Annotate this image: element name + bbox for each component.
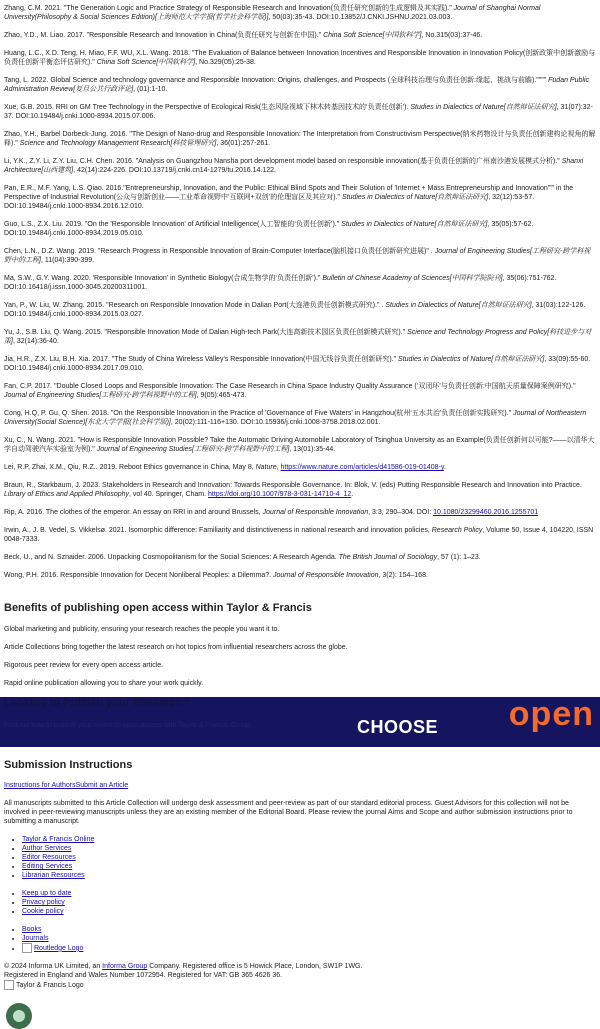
- reference-details: , Volume 50, Issue 4, 104220, ISSN 0048-7333.: [4, 527, 594, 543]
- reference-source: Journal of Shanghai Normal University(Philosophy & Social Sciences Edition)[上海师范大学学报(哲学社会科学版)]: [4, 5, 541, 21]
- footer-item: [22, 898, 596, 907]
- reference-details: , 9(05):465-473.: [196, 392, 247, 399]
- reference-link[interactable]: https://www.nature.com/articles/d41586-019-01408-y: [280, 464, 444, 471]
- reference-details: , vol 40. Springer, Cham.: [129, 491, 209, 498]
- reference-source: Nature: [255, 464, 277, 471]
- reference-text: Fan, C.P. 2017. "Double Closed Loops and Responsible Innovation: The Case Research in China Space Industry Quality Assurance (‘双闭环’与负责任创新:中国航天质量保障案例研究).": [4, 383, 576, 390]
- reference-details: , 31(07):32-37. DOI:10.19484/j.cnki.1000-8934.2015.07.006.: [4, 104, 593, 120]
- footer-item: [22, 871, 596, 880]
- reference-details: , 20(02):111-116+130. DOI:10.15936/j.cnki.1008-3758.2018.02.001.: [170, 419, 381, 426]
- reference-source: Shanxi Architecture[山西建筑]: [4, 158, 584, 174]
- reference-source: The British Journal of Sociology: [338, 554, 438, 561]
- benefit-item: Article Collections bring together the latest research on hot topics from influential researchers across the globe.: [4, 644, 348, 651]
- submission-heading: Submission Instructions: [4, 759, 133, 771]
- reference-item: [4, 4, 596, 22]
- reference-source: Journal of Northeastern University(Social Science)[东北大学学报(社会科学版)]: [4, 410, 587, 426]
- reference-item: [4, 553, 596, 562]
- cookie-icon: [13, 1010, 25, 1022]
- reference-text: Chen, L.N., D.Z. Wang. 2019. "Research Progress in Responsible Innovation of Brain-Computer Interface(脑机接口负责任创新研究进展)" .: [4, 248, 435, 255]
- copyright-text: [4, 962, 596, 971]
- reference-text: Zhao, Y.D., M. Liao. 2017. "Responsible Research and Innovation in China(负责任研究与创新在中国).": [4, 32, 324, 39]
- reference-source: Bulletin of Chinese Academy of Sciences[中国科学院院刊]: [322, 275, 503, 282]
- benefit-item: Rigorous peer review for every open access article.: [4, 662, 164, 669]
- reference-text: Wong, P.H. 2016. Responsible Innovation for Decent Nonliberal Peoples: a Dilemma?.: [4, 572, 274, 579]
- reference-details: , No.329(05):25-38.: [195, 59, 256, 66]
- footer-link-privacy-policy[interactable]: Privacy policy: [22, 899, 65, 906]
- submit-article-link[interactable]: Submit an Article: [75, 782, 129, 789]
- reference-item: [4, 130, 596, 148]
- reference-text: Guo, L.S., Z.X. Liu. 2019. "On the 'Responsible Innovation' of Artificial Intelligence(人工智能的‘负责任创新’).": [4, 221, 342, 228]
- reference-text: Xue, G.B. 2015. RRI on GM Tree Technology in the Perspective of Ecological Risk(生态风险视域下林木转基因技术的‘负责任创新’).: [4, 104, 411, 111]
- footer-links-tertiary: [4, 925, 596, 953]
- reference-text: Huang, L.C., X.D. Teng, H. Miao, F.F. WU, X.L. Wang. 2018. "The Evaluation of Balance between Innovation Incentives and Responsible Innovation in Innovation Policy(创新政策中创新激励与负责任创新平衡态评估研究).": [4, 50, 596, 66]
- routledge-logo-alt: Routledge Logo: [34, 944, 84, 952]
- footer-item: [22, 853, 596, 862]
- reference-text: Irwin, A., J. B. Vedel, S. Vikkelsø. 2021. Isomorphic difference: Familiarity and distinctiveness in national research and innovation policies,: [4, 527, 432, 534]
- instructions-for-authors-link[interactable]: Instructions for Authors: [4, 782, 76, 789]
- reference-details: , 32(14):36-40.: [12, 338, 59, 345]
- reference-text: Jia, H.R., Z.X. Liu, B.H. Xia. 2017. "The Study of China Wireless Valley's Responsible Innovation(中国无线谷负责任创新研究).": [4, 356, 399, 363]
- copyright-post: Company. Registered office is 5 Howick Place, London, SW1P 1WG.: [147, 963, 363, 970]
- footer-link-editor-resources[interactable]: Editor Resources: [22, 854, 76, 861]
- reference-details: , 36(01):257-261.: [216, 140, 271, 147]
- footer-link-keep-up-to-date[interactable]: Keep up to date: [22, 890, 72, 897]
- reference-text: Yan, P., W. Liu, W. Zhang. 2015. "Research on Responsible Innovation Mode in Dalian Port(大连港负责任创新模式研究)." .: [4, 302, 386, 309]
- reference-details: , (01):1-10.: [133, 86, 168, 93]
- reference-source: Science and Technology Management Research[科技管理研究]: [19, 140, 217, 147]
- footer-item: [22, 835, 596, 844]
- reference-source: Studies in Dialectics of Nature[自然辩证法研究]: [398, 356, 545, 363]
- publish-banner[interactable]: [0, 697, 600, 747]
- cookie-settings-button[interactable]: [6, 1003, 32, 1029]
- informa-group-link[interactable]: Informa Group: [102, 963, 148, 970]
- benefits-heading: Benefits of publishing open access within Taylor & Francis: [4, 602, 312, 614]
- reference-details: , 11(04):390-399.: [40, 257, 95, 264]
- benefit-item: Global marketing and publicity, ensuring your research reaches the people you want it to.: [4, 626, 280, 633]
- reference-source: Studies in Dialectics of Nature[自然辩证法研究]: [341, 194, 489, 201]
- reference-text: Rip, A. 2016. The clothes of the emperor. An essay on RRI in and around Brussels,: [4, 509, 263, 516]
- tandf-logo: [4, 980, 596, 990]
- footer-link-cookie-policy[interactable]: Cookie policy: [22, 908, 64, 915]
- reference-item: [4, 382, 596, 400]
- reference-text: Zhang, C.M. 2021. "The Generation Logic and Practice Strategy of Responsible Research and Innovation(负责任研究创新的生成逻辑及其实践).": [4, 5, 454, 12]
- reference-source: Studies in Dialectics of Nature[自然辩证法研究]: [341, 221, 488, 228]
- reference-source: Library of Ethics and Applied Philosophy: [4, 491, 130, 498]
- reference-text: Beck, U., and N. Sznaider. 2006. Unpacking Cosmopolitanism for the Social Sciences: A Research Agenda.: [4, 554, 339, 561]
- reference-text: Braun, R., Starkbaum, J. 2023. Stakeholders in Research and Innovation: Towards Responsible Governance. In: Blok, V. (eds) Putting Responsible Research and Innovation into Practice.: [4, 482, 582, 489]
- reference-item: [4, 355, 596, 373]
- reference-text: Pan, E.R., M.F. Yang, L.S. Qiao. 2016."Entrepreneurship, Innovation, and the Public: Ethical Blind Spots and Their Solution of 'Internet + Mass Entrepreneurship and Innovation'"" in the Perspective of Industrial Revolution(公众与创新创业——工业革命视野中‘互联网+双创’的伦理盲区及其应对).": [4, 185, 574, 201]
- footer-links-primary: [4, 835, 596, 880]
- reference-source: Journal of Responsible Innovation: [273, 572, 379, 579]
- submission-links: [4, 781, 596, 790]
- reference-details: , 3(2): 154–168.: [378, 572, 428, 579]
- reference-details: , 42(14):224-226. DOI:10.13719/j.cnki.cn14-1279/tu.2016.14.122.: [73, 167, 277, 174]
- reference-item: [4, 157, 596, 175]
- banner-subtitle: Find out how to publish your research open access with Taylor & Francis Group.: [4, 722, 252, 729]
- routledge-logo-link[interactable]: [22, 945, 83, 952]
- benefit-item: Rapid online publication allowing you to share your work quickly.: [4, 680, 204, 687]
- reference-item: [4, 301, 596, 319]
- reference-item: [4, 409, 596, 427]
- reference-source: Research Policy: [431, 527, 483, 534]
- reference-item: [4, 247, 596, 265]
- reference-punct: .: [351, 491, 354, 498]
- reference-text: Zhao, Y.H., Barbel Dorbeck-Jung. 2016. "The Design of Nano-drug and Responsible Innovation: The Interpretation from Constructivism Perspective(纳米药物设计与负责任创新建构论视角的解释).": [4, 131, 596, 147]
- reference-item: [4, 49, 596, 67]
- reference-source: Journal of Engineering Studies[工程研究-跨学科视野中的工程]: [96, 446, 290, 453]
- reference-item: [4, 481, 596, 499]
- reference-details: , 57 (1): 1–23.: [437, 554, 481, 561]
- footer-item: [22, 844, 596, 853]
- reference-details: , 50(03):35-43. DOI:10.13852/J.CNKI.JSHNU.2021.03.003.: [268, 14, 453, 21]
- reference-item: [4, 463, 596, 472]
- reference-source: China Soft Science[中国软科学]: [96, 59, 196, 66]
- reference-source: Studies in Dialectics of Nature[自然辩证法研究]: [410, 104, 557, 111]
- reference-item: [4, 76, 596, 94]
- reference-text: Yu, J., S.B. Liu, Q. Wang. 2015. "Responsible Innovation Mode of Dalian High-tech Park(大连高新技术园区负责任创新模式研究).": [4, 329, 408, 336]
- reference-link[interactable]: 10.1080/23299460.2016.1255701: [433, 509, 539, 516]
- footer-item: [22, 925, 596, 934]
- reference-text: Lei, R.P, Zhai, X.M., Qiu, R.Z.. 2019. Reboot Ethics governance in China, May 8,: [4, 464, 256, 471]
- reference-item: [4, 184, 596, 211]
- reference-list: [4, 4, 596, 580]
- reference-source: China Soft Science[中国软科学]: [323, 32, 422, 39]
- footer-link-journals[interactable]: Journals: [22, 935, 49, 942]
- reference-details: ,: [276, 464, 281, 471]
- reference-text: Li, Y.K., Z.Y. Li, Z.Y. Liu, C.H. Chen. 2016. "Analysis on Guangzhou Nansha port development model based on responsible innovation(基于负责任创新的广州南沙港发展模式分析).": [4, 158, 562, 165]
- reference-details: , 35(06):751-762. DOI:10.16418/j.issn.1000-3045.20200311001.: [4, 275, 557, 291]
- submission-description: All manuscripts submitted to this Article Collection will undergo desk assessment and peer-review as part of our standard editorial process. Guest Advisors for this collection will not be involved in peer-reviewing manuscripts unless they are an existing member of the Editorial Board. Please review the journal Aims and Scope and author submission instructions prior to submitting a manuscript.: [4, 800, 573, 825]
- reference-item: [4, 571, 596, 580]
- reference-details: , 32(12):53-57. DOI:10.19484/j.cnki.1000-8934.2016.12.010.: [4, 194, 535, 210]
- reference-source: Journal of Engineering Studies[工程研究-跨学科视野中的工程]: [4, 248, 591, 264]
- copyright-pre: © 2024 Informa UK Limited, an: [4, 963, 103, 970]
- reference-details: , 13(01):35-44.: [289, 446, 336, 453]
- footer-link-editing-services[interactable]: Editing Services: [22, 863, 73, 870]
- reference-source: Journal of Engineering Studies[工程研究-跨学科视野中的工程]: [4, 392, 197, 399]
- broken-image-icon: [22, 943, 32, 953]
- reference-source: Journal of Responsible Innovation: [262, 509, 369, 516]
- reference-item: [4, 436, 596, 454]
- footer-link-tandf-online[interactable]: Taylor & Francis Online: [22, 836, 95, 843]
- reference-item: [4, 526, 596, 544]
- reference-details: , 33(09):55-60. DOI:10.19484/j.cnki.1000-8934.2017.09.010.: [4, 356, 591, 372]
- reference-details: , 35(05):57-62. DOI:10.19484/j.cnki.1000-8934.2019.05.010.: [4, 221, 534, 237]
- reference-item: [4, 274, 596, 292]
- reference-item: [4, 328, 596, 346]
- reference-punct: .: [443, 464, 446, 471]
- reference-link[interactable]: https://doi.org/10.1007/978-3-031-14710-4_12: [208, 491, 352, 498]
- reference-details: , 31(03):122-126. DOI:10.19484/j.cnki.1000-8934.2015.03.027.: [4, 302, 586, 318]
- reference-item: [4, 31, 596, 40]
- reference-text: Xu, C., N. Wang. 2021. "How is Responsible Innovation Possible? Take the Automatic Driving Automobile Laboratory of Tsinghua University as an Example(负责任创新何以可能?——以清华大学自动驾驶汽车实验室为例).": [4, 437, 595, 453]
- reference-details: , 3:3, 290–304. DOI:: [368, 509, 434, 516]
- reference-details: , No.315(03):37-46.: [421, 32, 483, 39]
- broken-image-icon: [4, 980, 14, 990]
- reference-item: [4, 103, 596, 121]
- footer-item: [22, 943, 596, 953]
- footer-link-librarian-resources[interactable]: Librarian Resources: [22, 872, 85, 879]
- reference-source: Science and Technology Progress and Policy[科技进步与对策]: [4, 329, 592, 345]
- reference-text: Tang, L. 2022. Global Science and technology governance and Responsible Innovation: Origins, challenges, and Prospects (全球科技治理与负责任创新:缘起、挑战与前瞻)."""": [4, 77, 549, 84]
- reference-text: Ma, S.W., G.Y. Wang. 2020. 'Responsible Innovation' in Synthetic Biology(合成生物学的‘负责任创新’).": [4, 275, 323, 282]
- registration-text: Registered in England and Wales Number 1072954. Registered for VAT: GB 365 4626 36.: [4, 972, 283, 979]
- footer-link-books[interactable]: Books: [22, 926, 42, 933]
- reference-source: Studies in Dialectics of Nature[自然辩证法研究]: [385, 302, 532, 309]
- reference-item: [4, 220, 596, 238]
- footer-links-secondary: [4, 889, 596, 916]
- reference-source: Fudan Public Administration Review[复旦公共行政评论]: [4, 77, 589, 93]
- footer-link-author-services[interactable]: Author Services: [22, 845, 72, 852]
- reference-item: [4, 508, 596, 517]
- banner-choose-text: CHOOSE: [356, 717, 438, 737]
- reference-text: Cong, H.Q, P. Gu, Q. Shen. 2018. "On the Responsible Innovation in the Practice of 'Governance of Five Waters' in Hangzhou(杭州‘五水共治’负责任创新实践研究).": [4, 410, 514, 417]
- footer-item: [22, 907, 596, 916]
- footer-item: [22, 889, 596, 898]
- tandf-logo-alt: Taylor & Francis Logo: [16, 981, 84, 989]
- banner-open-logo: open: [508, 697, 594, 733]
- footer-item: [22, 934, 596, 943]
- footer-item: [22, 862, 596, 871]
- banner-title: Looking to Publish your Research?: [4, 697, 190, 709]
